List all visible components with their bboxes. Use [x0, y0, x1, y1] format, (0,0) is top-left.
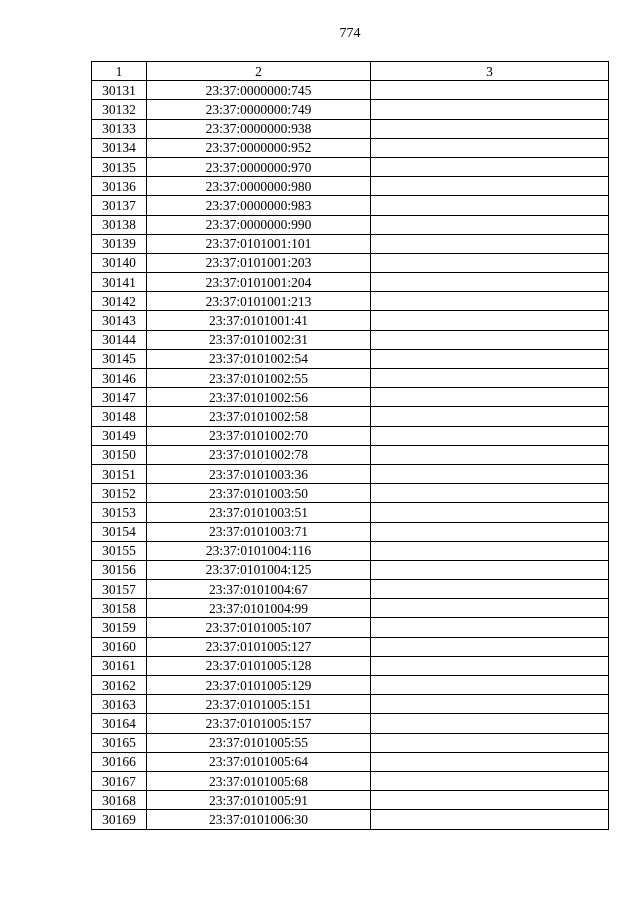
row-number-cell: 30143	[92, 311, 147, 330]
notes-cell	[371, 234, 609, 253]
table-row	[92, 311, 609, 330]
cadastral-number-cell: 23:37:0101002:56	[147, 388, 371, 407]
table-row	[92, 503, 609, 522]
row-number-cell: 30140	[92, 253, 147, 272]
notes-cell	[371, 426, 609, 445]
table-row	[92, 752, 609, 771]
notes-cell	[371, 637, 609, 656]
table-row	[92, 253, 609, 272]
row-number-cell: 30166	[92, 752, 147, 771]
table-row	[92, 234, 609, 253]
column-header-1: 1	[92, 62, 147, 81]
column-header-2: 2	[147, 62, 371, 81]
cadastral-table	[91, 61, 609, 830]
cadastral-number-cell: 23:37:0101003:50	[147, 484, 371, 503]
table-row	[92, 330, 609, 349]
cadastral-number-cell: 23:37:0101002:70	[147, 426, 371, 445]
table-row	[92, 388, 609, 407]
table-row	[92, 618, 609, 637]
cadastral-number-cell: 23:37:0101005:127	[147, 637, 371, 656]
notes-cell	[371, 407, 609, 426]
cadastral-number-cell: 23:37:0101004:99	[147, 599, 371, 618]
table-row	[92, 714, 609, 733]
cadastral-number-cell: 23:37:0000000:990	[147, 215, 371, 234]
cadastral-number-cell: 23:37:0101005:128	[147, 656, 371, 675]
table-row	[92, 464, 609, 483]
cadastral-number-cell: 23:37:0101004:67	[147, 580, 371, 599]
table-row	[92, 599, 609, 618]
row-number-cell: 30141	[92, 273, 147, 292]
table-row	[92, 541, 609, 560]
notes-cell	[371, 81, 609, 100]
table-row	[92, 292, 609, 311]
cadastral-number-cell: 23:37:0101001:203	[147, 253, 371, 272]
row-number-cell: 30137	[92, 196, 147, 215]
table-row	[92, 100, 609, 119]
notes-cell	[371, 714, 609, 733]
table-row	[92, 119, 609, 138]
row-number-cell: 30167	[92, 771, 147, 790]
notes-cell	[371, 656, 609, 675]
table-row	[92, 157, 609, 176]
notes-cell	[371, 484, 609, 503]
row-number-cell: 30169	[92, 810, 147, 829]
cadastral-number-cell: 23:37:0101001:101	[147, 234, 371, 253]
row-number-cell: 30138	[92, 215, 147, 234]
table-row	[92, 791, 609, 810]
cadastral-number-cell: 23:37:0101003:51	[147, 503, 371, 522]
cadastral-number-cell: 23:37:0101002:55	[147, 369, 371, 388]
table-row	[92, 138, 609, 157]
row-number-cell: 30159	[92, 618, 147, 637]
table-row	[92, 426, 609, 445]
table-row	[92, 215, 609, 234]
cadastral-number-cell: 23:37:0101005:64	[147, 752, 371, 771]
row-number-cell: 30156	[92, 560, 147, 579]
row-number-cell: 30134	[92, 138, 147, 157]
page-number: 774	[339, 26, 361, 41]
notes-cell	[371, 733, 609, 752]
notes-cell	[371, 177, 609, 196]
cadastral-number-cell: 23:37:0101002:58	[147, 407, 371, 426]
notes-cell	[371, 580, 609, 599]
cadastral-number-cell: 23:37:0101002:54	[147, 349, 371, 368]
cadastral-number-cell: 23:37:0000000:745	[147, 81, 371, 100]
table-row	[92, 81, 609, 100]
notes-cell	[371, 541, 609, 560]
table-body	[92, 81, 609, 829]
row-number-cell: 30139	[92, 234, 147, 253]
table-row	[92, 656, 609, 675]
table-row	[92, 810, 609, 829]
notes-cell	[371, 157, 609, 176]
cadastral-number-cell: 23:37:0101002:78	[147, 445, 371, 464]
cadastral-number-cell: 23:37:0101002:31	[147, 330, 371, 349]
cadastral-number-cell: 23:37:0000000:980	[147, 177, 371, 196]
notes-cell	[371, 695, 609, 714]
cadastral-number-cell: 23:37:0101001:213	[147, 292, 371, 311]
notes-cell	[371, 253, 609, 272]
notes-cell	[371, 752, 609, 771]
row-number-cell: 30136	[92, 177, 147, 196]
cadastral-number-cell: 23:37:0101006:30	[147, 810, 371, 829]
table-row	[92, 522, 609, 541]
notes-cell	[371, 522, 609, 541]
cadastral-number-cell: 23:37:0101005:68	[147, 771, 371, 790]
row-number-cell: 30168	[92, 791, 147, 810]
cadastral-number-cell: 23:37:0101004:125	[147, 560, 371, 579]
row-number-cell: 30152	[92, 484, 147, 503]
row-number-cell: 30163	[92, 695, 147, 714]
table-row	[92, 771, 609, 790]
cadastral-number-cell: 23:37:0101005:55	[147, 733, 371, 752]
row-number-cell: 30146	[92, 369, 147, 388]
row-number-cell: 30145	[92, 349, 147, 368]
notes-cell	[371, 349, 609, 368]
notes-cell	[371, 369, 609, 388]
row-number-cell: 30164	[92, 714, 147, 733]
table-row	[92, 484, 609, 503]
cadastral-number-cell: 23:37:0101003:36	[147, 464, 371, 483]
notes-cell	[371, 503, 609, 522]
notes-cell	[371, 330, 609, 349]
row-number-cell: 30147	[92, 388, 147, 407]
cadastral-number-cell: 23:37:0101005:91	[147, 791, 371, 810]
cadastral-number-cell: 23:37:0000000:749	[147, 100, 371, 119]
table-row	[92, 560, 609, 579]
cadastral-number-cell: 23:37:0101001:41	[147, 311, 371, 330]
notes-cell	[371, 599, 609, 618]
cadastral-number-cell: 23:37:0000000:983	[147, 196, 371, 215]
notes-cell	[371, 618, 609, 637]
cadastral-number-cell: 23:37:0101005:107	[147, 618, 371, 637]
cadastral-number-cell: 23:37:0101005:157	[147, 714, 371, 733]
cadastral-number-cell: 23:37:0101001:204	[147, 273, 371, 292]
table-row	[92, 196, 609, 215]
table-header-row	[92, 62, 609, 81]
column-header-3: 3	[371, 62, 609, 81]
table-row	[92, 445, 609, 464]
row-number-cell: 30131	[92, 81, 147, 100]
notes-cell	[371, 196, 609, 215]
row-number-cell: 30158	[92, 599, 147, 618]
row-number-cell: 30157	[92, 580, 147, 599]
notes-cell	[371, 771, 609, 790]
row-number-cell: 30144	[92, 330, 147, 349]
notes-cell	[371, 445, 609, 464]
table-row	[92, 177, 609, 196]
row-number-cell: 30161	[92, 656, 147, 675]
row-number-cell: 30160	[92, 637, 147, 656]
row-number-cell: 30148	[92, 407, 147, 426]
row-number-cell: 30149	[92, 426, 147, 445]
notes-cell	[371, 100, 609, 119]
cadastral-number-cell: 23:37:0000000:938	[147, 119, 371, 138]
notes-cell	[371, 676, 609, 695]
table-row	[92, 349, 609, 368]
cadastral-number-cell: 23:37:0101003:71	[147, 522, 371, 541]
row-number-cell: 30162	[92, 676, 147, 695]
cadastral-number-cell: 23:37:0000000:952	[147, 138, 371, 157]
notes-cell	[371, 311, 609, 330]
cadastral-number-cell: 23:37:0101005:129	[147, 676, 371, 695]
notes-cell	[371, 119, 609, 138]
row-number-cell: 30154	[92, 522, 147, 541]
row-number-cell: 30153	[92, 503, 147, 522]
table-row	[92, 273, 609, 292]
table-row	[92, 637, 609, 656]
row-number-cell: 30150	[92, 445, 147, 464]
row-number-cell: 30165	[92, 733, 147, 752]
row-number-cell: 30133	[92, 119, 147, 138]
notes-cell	[371, 464, 609, 483]
row-number-cell: 30135	[92, 157, 147, 176]
notes-cell	[371, 138, 609, 157]
cadastral-number-cell: 23:37:0101004:116	[147, 541, 371, 560]
table-row	[92, 369, 609, 388]
table-row	[92, 676, 609, 695]
table-row	[92, 407, 609, 426]
notes-cell	[371, 388, 609, 407]
notes-cell	[371, 273, 609, 292]
notes-cell	[371, 292, 609, 311]
notes-cell	[371, 560, 609, 579]
row-number-cell: 30151	[92, 464, 147, 483]
table-row	[92, 580, 609, 599]
table-row	[92, 733, 609, 752]
row-number-cell: 30142	[92, 292, 147, 311]
row-number-cell: 30132	[92, 100, 147, 119]
cadastral-number-cell: 23:37:0101005:151	[147, 695, 371, 714]
cadastral-number-cell: 23:37:0000000:970	[147, 157, 371, 176]
notes-cell	[371, 810, 609, 829]
notes-cell	[371, 215, 609, 234]
notes-cell	[371, 791, 609, 810]
row-number-cell: 30155	[92, 541, 147, 560]
table-row	[92, 695, 609, 714]
